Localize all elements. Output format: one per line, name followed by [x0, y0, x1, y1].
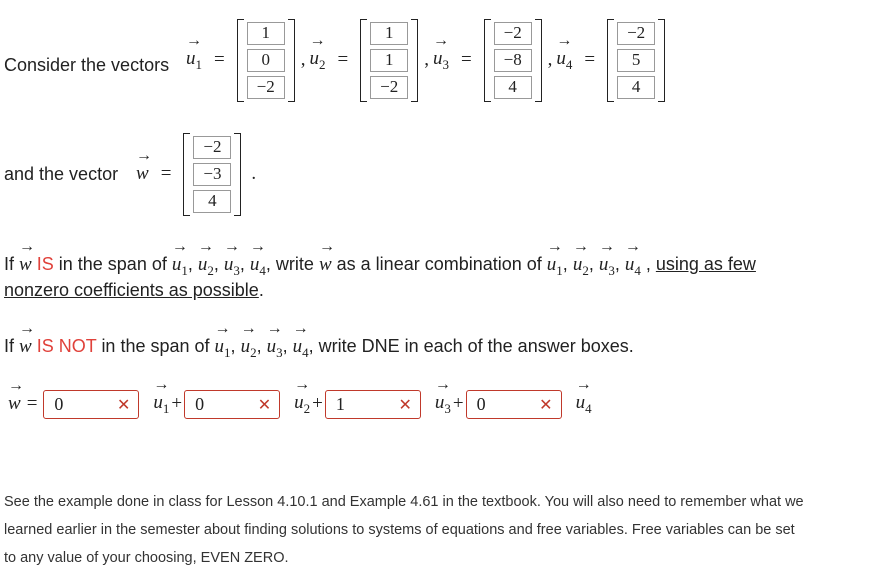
incorrect-icon: ✕ [398, 394, 412, 414]
w-prefix: and the vector [4, 164, 119, 184]
vector-w-symbol: → w [8, 377, 24, 414]
matrix-cell: 1 [370, 22, 408, 45]
coefficient-input-2[interactable]: 0 ✕ [184, 390, 280, 419]
equals-sign: = [584, 49, 596, 70]
vector-u2-symbol: → $u_2$ [294, 375, 311, 416]
vector-u4-symbol: → $u_4$ [556, 31, 573, 72]
matrix-cell: −2 [370, 76, 408, 99]
equals-sign: = [160, 163, 172, 184]
matrix-cell: −2 [193, 136, 231, 159]
is-not-highlight: IS NOT [36, 336, 97, 356]
instruction-line-2: nonzero coefficients as possible. [4, 280, 264, 300]
incorrect-icon: ✕ [117, 394, 131, 414]
matrix-cell: −8 [494, 49, 532, 72]
vectors-row: → $u_1$ = 1 0 −2 , → $u_2$ = 1 1 −2 , → $u_3$ = −2 −8 4 , → $u_4$ = −2 5 4 [186, 6, 665, 114]
coefficient-input-1[interactable]: 0 ✕ [43, 390, 139, 419]
vector-u1-symbol: → $u_1$ [186, 31, 202, 72]
matrix-cell: −3 [193, 163, 231, 186]
answer-row: → w = 0 ✕ → $u_1$ + 0 ✕ → $u_2$ + 1 ✕ → $u_3$ + 0 ✕ → $u_4$ [8, 388, 592, 420]
matrix-cell: 4 [494, 76, 532, 99]
matrix-cell: −2 [247, 76, 285, 99]
matrix-u1 [237, 19, 295, 102]
matrix-cell: −2 [494, 22, 532, 45]
fewest-coefficients-note: using as few [655, 254, 756, 274]
vector-u1-symbol: → $u_1$ [153, 375, 170, 416]
matrix-w [183, 133, 241, 216]
coefficient-input-4[interactable]: 0 ✕ [466, 390, 562, 419]
footnote: See the example done in class for Lesson 4.10.1 and Example 4.61 in the textbook. You will also need to remember what we learned earlier in the semester about finding solutions to systems of equations and free variables. Free variables can be set to any value of your choosing, EVEN ZERO. [4, 494, 804, 566]
vector-u4-symbol: → $u_4$ [575, 375, 592, 416]
matrix-u2 [360, 19, 418, 102]
equals-sign: = [460, 49, 472, 70]
matrix-cell: 1 [247, 22, 285, 45]
coefficient-input-3[interactable]: 1 ✕ [325, 390, 421, 419]
matrix-cell: 4 [193, 190, 231, 213]
instruction-line-1: If → w IS in the span of → $u_1$, → $u_2$, → $u_3$, → $u_4$, write → w as a linear combination of → $u_1$, → $u_2$, → $u_3$, → $u_4$ , using as few [4, 238, 756, 278]
matrix-cell: 0 [247, 49, 285, 72]
equals-sign: = [337, 49, 349, 70]
w-vector-row: → w = −2 −3 4 . [136, 120, 256, 228]
matrix-cell: 4 [617, 76, 655, 99]
matrix-u4 [607, 19, 665, 102]
instruction-line-3: If → w IS NOT in the span of → $u_1$, → $u_2$, → $u_3$, → $u_4$, write DNE in each of the answer boxes. [4, 320, 634, 360]
is-highlight: IS [36, 254, 54, 274]
matrix-u3 [484, 19, 542, 102]
incorrect-icon: ✕ [539, 394, 553, 414]
vector-u3-symbol: → $u_3$ [432, 31, 449, 72]
incorrect-icon: ✕ [257, 394, 272, 414]
equals-sign: = [214, 49, 225, 70]
intro-prefix: Consider the vectors [4, 55, 170, 75]
vector-w-symbol: → w [19, 238, 36, 275]
matrix-cell: 1 [370, 49, 408, 72]
vector-u2-symbol: → $u_2$ [309, 31, 326, 72]
vector-w-symbol: → w [136, 147, 152, 184]
matrix-cell: 5 [617, 49, 655, 72]
matrix-cell: −2 [617, 22, 655, 45]
vector-u3-symbol: → $u_3$ [434, 375, 451, 416]
